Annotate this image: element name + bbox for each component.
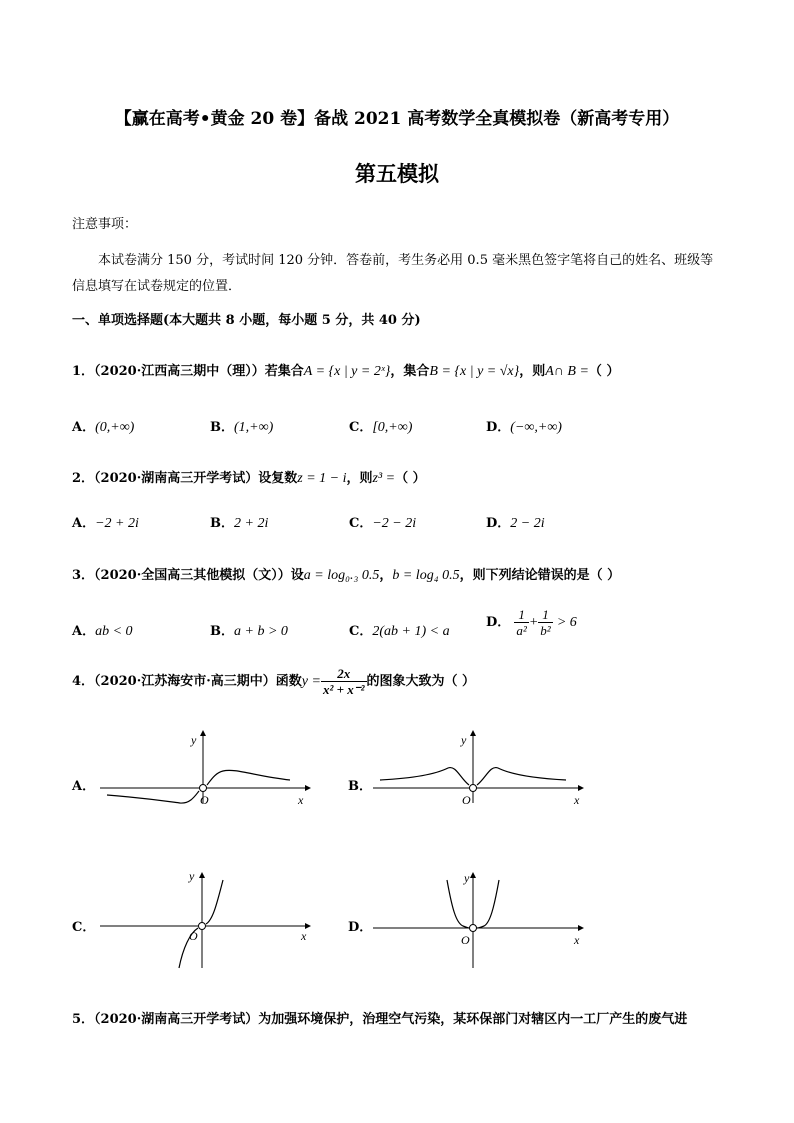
graph-a-curve-right [207,770,290,785]
graph-a-x-arrow [305,785,311,791]
graph-d-x-arrow [578,925,584,931]
q3-option-b [210,620,288,640]
q3-option-d-tail: > 6 [556,615,577,630]
graph-d-label: D． [348,920,373,935]
exam-subtitle: 第五模拟 [355,161,439,186]
q1-paren: （ ） [588,364,620,379]
q1-suffix: ，则 [519,364,546,379]
q2-option-d-value: 2 − 2i [510,516,545,531]
q3-option-a [72,620,133,640]
q2-option-a-label: A． [72,516,96,531]
q3-option-d-label: D． [486,615,511,630]
q1-option-d-label: D． [486,420,511,435]
q1-option-d [486,416,562,436]
q4-suffix: 的图象大致为（ ） [366,674,476,689]
graph-c-origin-label: O [189,929,198,943]
q1-option-c [349,416,412,436]
graph-a-x-label: x [298,793,304,807]
q2-option-d [486,512,545,532]
question-1 [72,360,619,380]
graph-b-origin-hole [470,785,477,792]
q1-option-b-label: B． [210,420,234,435]
q3-option-d-frac1 [514,607,528,638]
q2-z: z = 1 − i [297,471,347,486]
q2-option-a [72,512,139,532]
graph-c-label: C． [72,920,96,935]
q1-set-b: B = {x | y = √x} [429,364,520,379]
q2-mid: ，则 [346,471,373,486]
q2-option-b-value: 2 + 2i [234,516,269,531]
graph-a-origin-label: O [200,793,209,807]
question-3 [72,564,620,584]
graph-c-origin-hole [199,923,206,930]
q1-option-b-value: (1,+∞) [234,420,274,435]
graph-b-curve-right [477,768,566,785]
notice-heading: 注意事项： [72,217,138,232]
q2-paren: （ ） [395,471,426,486]
graph-d-curve-right [477,880,499,928]
q1-prefix: 1．（2020·江西高三期中（理））若集合 [72,364,304,379]
graph-c [95,868,315,973]
q1-option-c-label: C． [349,420,373,435]
graph-d-y-arrow [470,872,476,878]
q2-prefix: 2．（2020·湖南高三开学考试）设复数 [72,471,298,486]
q1-option-d-value: (−∞,+∞) [510,420,562,435]
graph-b-x-arrow [578,785,584,791]
q3-option-d-den2: b² [540,623,551,638]
graph-a-label: A． [72,779,96,794]
graph-a-origin-hole [200,785,207,792]
q3-b: b = log₄ 0.5 [392,568,460,583]
q2-option-b-label: B． [210,516,234,531]
graph-c-y-arrow [199,872,205,878]
graph-d-x-label: x [574,933,580,947]
q3-a: a = log₀.₃ 0.5 [303,568,380,583]
q1-set-a: A = {x | y = 2ˣ} [303,364,391,379]
exam-title: 【赢在高考•黄金 20 卷】备战 2021 高考数学全真模拟卷（新高考专用） [114,109,680,129]
q3-option-c-label: C． [349,624,373,639]
q2-option-c-label: C． [349,516,373,531]
q4-y: y = [301,674,321,689]
q1-mid: ，集合 [390,364,430,379]
graph-d [368,868,588,973]
section-heading: 一、单项选择题(本大题共 8 小题，每小题 5 分，共 40 分) [72,313,421,328]
q2-option-c [349,512,416,532]
q3-option-b-value: a + b > 0 [234,624,288,639]
graph-d-curve-left [447,880,469,928]
q3-option-b-label: B． [210,624,234,639]
q3-option-a-label: A． [72,624,96,639]
q2-option-c-value: −2 − 2i [372,516,417,531]
q3-option-c [349,620,450,640]
graph-a-y-label: y [191,733,197,747]
graph-b-origin-label: O [462,793,471,807]
q1-option-a-value: (0,+∞) [95,420,135,435]
q3-option-c-value: 2(ab + 1) < a [372,624,450,639]
graph-b-label: B． [348,779,372,794]
q4-denominator: x² + x⁻² [322,682,365,697]
q3-option-d-plus: + [528,615,539,630]
graph-a [95,728,315,808]
q1-option-a-label: A． [72,420,96,435]
q3-option-d-num2: 1 [538,607,552,623]
graph-a-y-arrow [200,730,206,736]
graph-b-y-arrow [470,730,476,736]
q4-numerator: 2x [321,666,367,682]
graph-b [368,728,588,808]
graph-b-x-label: x [574,793,580,807]
q4-prefix: 4．（2020·江苏海安市·高三期中）函数 [72,674,302,689]
notice-text: 本试卷满分 150 分，考试时间 120 分钟．答卷前，考生务必用 0.5 毫米黑色签字笔将自己的姓名、班级等信息填写在试卷规定的位置． [72,253,714,294]
q3-option-d-num1: 1 [514,607,528,623]
question-4 [72,666,475,697]
question-2 [72,467,426,487]
q2-option-a-value: −2 + 2i [95,516,139,531]
q1-option-c-value: [0,+∞) [372,420,413,435]
q3-option-d-den1: a² [516,623,527,638]
graph-a-curve-left [107,791,199,803]
q3-prefix: 3．（2020·全国高三其他模拟（文））设 [72,568,304,583]
graph-d-y-label: y [464,871,470,885]
q2-z3: z³ = [372,471,396,486]
q3-option-d [486,607,577,638]
q4-fraction [321,666,367,697]
q1-option-b [210,416,273,436]
graph-b-y-label: y [461,733,467,747]
graph-d-origin-label: O [461,933,470,947]
graph-c-x-label: x [301,929,307,943]
q2-option-d-label: D． [486,516,511,531]
graph-c-curve-right [206,880,223,924]
graph-d-origin-hole [470,925,477,932]
q3-option-a-value: ab < 0 [95,624,133,639]
q1-option-a [72,416,134,436]
graph-c-y-label: y [189,869,195,883]
graph-b-curve-left [380,768,469,785]
q3-option-d-frac2 [538,607,552,638]
q1-expr: A∩ B = [545,364,589,379]
q3-sep: ， [379,568,393,583]
question-5: 5．（2020·湖南高三开学考试）为加强环境保护，治理空气污染，某环保部门对辖区内一工厂产生的废气进 [72,1012,688,1027]
q2-option-b [210,512,268,532]
q3-suffix: ，则下列结论错误的是（ ） [459,568,621,583]
